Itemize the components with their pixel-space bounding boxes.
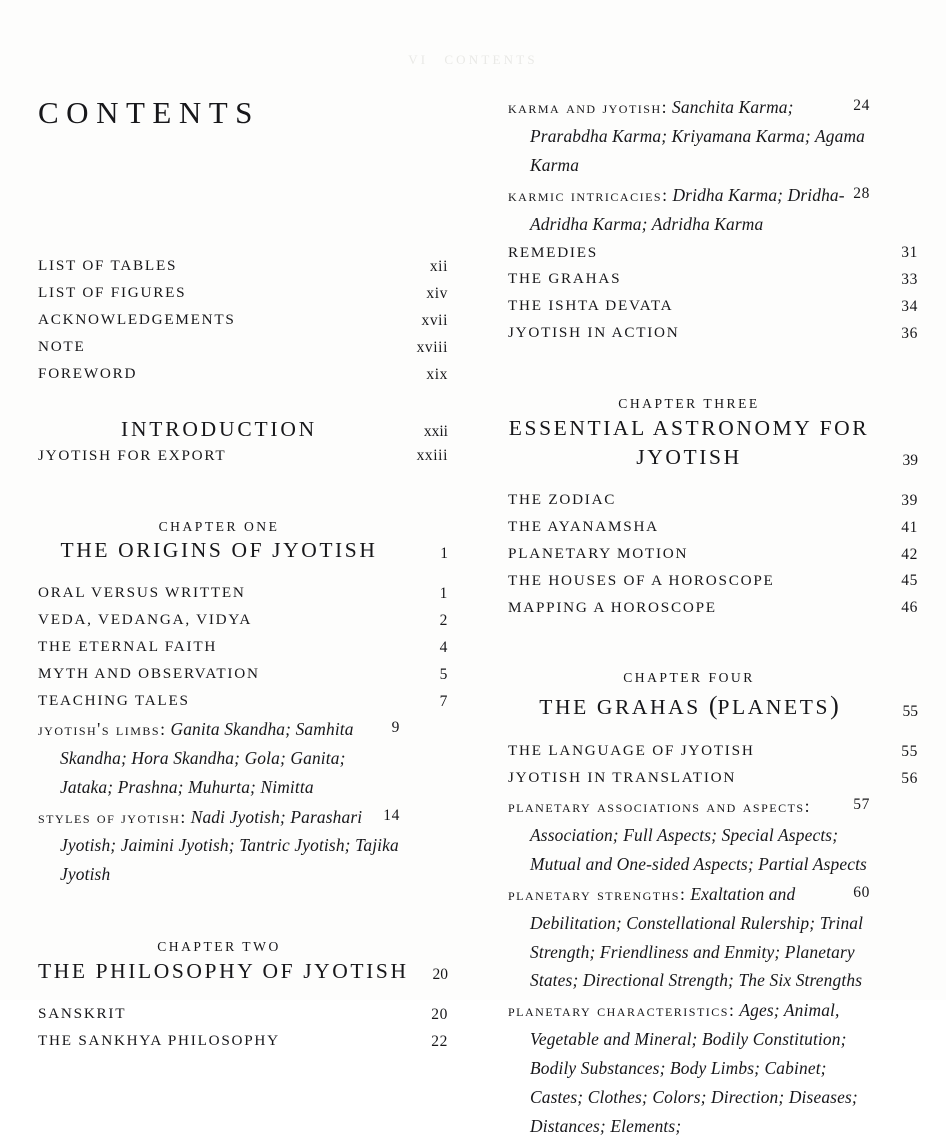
toc-entry-label: VEDA, VEDANGA, VIDYA xyxy=(38,611,253,629)
toc-entry[interactable]: 60 planetary strengths: Exaltation and Debilitation; Constellational Rulership; Trinal Strength; Friendliness and Enmity; Planetary States; Directional Strength; The Six Strengths xyxy=(508,883,870,991)
toc-entry-page: xiv xyxy=(426,284,448,302)
toc-entry-subtopics: Nadi Jyotish; Parashari Jyotish; Jaimini Jyotish; Tantric Jyotish; Tajika Jyotish xyxy=(60,806,399,885)
toc-entry-page: 5 xyxy=(439,665,448,683)
toc-entry[interactable] xyxy=(38,307,448,333)
toc-entry[interactable] xyxy=(508,320,918,346)
toc-entry[interactable]: 14 styles of jyotish: Nadi Jyotish; Parashari Jyotish; Jaimini Jyotish; Tantric Jyotish; Tajika Jyotish xyxy=(38,806,400,885)
front-matter-list xyxy=(38,253,448,387)
toc-entry-page: xvii xyxy=(421,311,448,329)
toc-entry[interactable] xyxy=(38,580,448,606)
chapter-one-entries xyxy=(38,580,448,714)
chapter-four-title-main: THE GRAHAS xyxy=(539,695,701,720)
toc-entry-label: FOREWORD xyxy=(38,364,138,382)
karma-simple-entries xyxy=(508,240,918,347)
toc-entry-page: 45 xyxy=(901,572,918,590)
toc-entry-label: SANSKRIT xyxy=(38,1004,127,1022)
chapter-four-paren: (PLANETS) xyxy=(708,691,839,721)
toc-entry-label: PLANETARY MOTION xyxy=(508,544,689,562)
toc-entry-label: THE ISHTA DEVATA xyxy=(508,297,674,315)
toc-entry[interactable] xyxy=(38,634,448,660)
toc-entry-label: THE AYANAMSHA xyxy=(508,517,659,535)
toc-entry-subtopics: Dridha Karma; Dridha-Adridha Karma; Adridha Karma xyxy=(530,184,845,234)
left-column xyxy=(38,0,448,1054)
introduction-title: INTRODUCTION xyxy=(120,416,318,441)
toc-entry-label: planetary characteristics xyxy=(508,1000,729,1021)
toc-entry[interactable] xyxy=(38,661,448,687)
toc-entry[interactable]: planetary characteristics: Ages; Animal, Vegetable and Mineral; Bodily Constitution; Bodily Substances; Body Limbs; Cabinet; Castes; Clothes; Colors; Direction; Diseases; Distances; Elements; xyxy=(508,1000,858,1136)
toc-entry-label: JYOTISH FOR EXPORT xyxy=(38,446,227,464)
chapter-two-entries xyxy=(38,1001,448,1054)
toc-entry-subtopics: Sanchita Karma; Prarabdha Karma; Kriyamana Karma; Agama Karma xyxy=(530,97,865,175)
chapter-two-kicker: CHAPTER TWO xyxy=(157,939,281,955)
toc-entry[interactable] xyxy=(38,1028,448,1054)
toc-entry-label: jyotish's limbs xyxy=(38,718,161,739)
running-header-text: CONTENTS xyxy=(444,52,538,67)
chapter-three-heading[interactable] xyxy=(508,394,918,472)
toc-entry[interactable] xyxy=(508,568,918,594)
toc-entry-label: LIST OF TABLES xyxy=(38,257,178,275)
toc-entry-subtopics: Exaltation and Debilitation; Constellational Rulership; Trinal Strength; Friendliness and Enmity; Planetary States; Directional Strength; The Six Strengths xyxy=(530,883,864,991)
toc-entry-page: 41 xyxy=(901,518,918,536)
chapter-four-heading[interactable] xyxy=(508,668,918,723)
toc-entry-label: karmic intricacies xyxy=(508,184,663,205)
chapter-one-title: THE ORIGINS OF JYOTISH xyxy=(60,538,378,563)
chapter-three-title-line2: JYOTISH xyxy=(636,444,742,469)
toc-entry[interactable] xyxy=(508,293,918,319)
toc-entry[interactable] xyxy=(38,361,448,387)
toc-entry-label: THE HOUSES OF A HOROSCOPE xyxy=(508,571,775,589)
toc-entry-page: xviii xyxy=(416,338,448,356)
toc-entry-page: 1 xyxy=(439,585,448,603)
toc-entry-page: 34 xyxy=(901,298,918,316)
toc-entry-label: THE SANKHYA PHILOSOPHY xyxy=(38,1031,280,1049)
toc-entry[interactable] xyxy=(38,607,448,633)
toc-entry[interactable] xyxy=(38,334,448,360)
toc-entry[interactable] xyxy=(38,1001,448,1027)
toc-entry-page: 4 xyxy=(439,638,448,656)
toc-entry-label: ORAL VERSUS WRITTEN xyxy=(38,584,246,602)
page-title: CONTENTS xyxy=(38,95,260,130)
toc-entry-label: NOTE xyxy=(38,337,86,355)
chapter-three-title-line1: ESSENTIAL ASTRONOMY FOR xyxy=(508,415,870,440)
right-column xyxy=(508,0,918,1141)
chapter-four-kicker: CHAPTER FOUR xyxy=(623,670,755,686)
toc-entry-label: THE ZODIAC xyxy=(508,490,617,508)
toc-entry[interactable] xyxy=(508,514,918,540)
toc-entry-page: 56 xyxy=(901,769,918,787)
chapter-four-page: 55 xyxy=(902,703,918,721)
chapter-four-title-paren: PLANETS xyxy=(717,695,831,720)
toc-entry[interactable] xyxy=(508,487,918,513)
toc-entry-label: MAPPING A HOROSCOPE xyxy=(508,598,717,616)
karma-desc-entries xyxy=(508,93,918,239)
chapter-four-entries xyxy=(508,738,918,791)
toc-entry-label: styles of jyotish xyxy=(38,806,181,827)
toc-entry-page: xix xyxy=(426,365,448,383)
toc-entry[interactable]: 57 planetary associations and aspects: Association; Full Aspects; Special Aspects; Mutual and One-sided Aspects; Partial Aspects xyxy=(508,796,870,874)
toc-entry[interactable] xyxy=(508,541,918,567)
chapter-two-heading[interactable] xyxy=(38,937,448,986)
toc-entry-page: 7 xyxy=(439,692,448,710)
toc-entry[interactable] xyxy=(38,253,448,279)
chapter-four-title xyxy=(508,688,870,723)
chapter-one-desc-entries xyxy=(38,715,448,889)
chapter-three-kicker: CHAPTER THREE xyxy=(618,396,760,412)
toc-entry-page: 42 xyxy=(901,545,918,563)
chapter-three-entries xyxy=(508,487,918,621)
toc-entry-label: THE LANGUAGE OF JYOTISH xyxy=(508,742,755,760)
toc-entry-subtopics: Ganita Skandha; Samhita Skandha; Hora Skandha; Gola; Ganita; Jataka; Prashna; Muhurta; Nimitta xyxy=(60,718,354,797)
chapter-three-page: 39 xyxy=(902,451,918,469)
chapter-two-title: THE PHILOSOPHY OF JYOTISH xyxy=(38,958,409,983)
toc-entry-page: xii xyxy=(429,257,448,275)
chapter-one-page: 1 xyxy=(440,545,448,563)
introduction-heading[interactable] xyxy=(38,417,448,442)
chapter-one-heading[interactable] xyxy=(38,517,448,566)
toc-entry[interactable] xyxy=(38,443,448,469)
toc-entry-label: LIST OF FIGURES xyxy=(38,284,187,301)
toc-entry[interactable]: 24 karma and jyotish: Sanchita Karma; Prarabdha Karma; Kriyamana Karma; Agama Karma xyxy=(508,97,870,175)
toc-entry-label: TEACHING TALES xyxy=(38,691,190,709)
toc-entry-label: planetary associations and aspects xyxy=(508,796,805,817)
introduction-page: xxii xyxy=(423,422,448,440)
toc-entry-label: ACKNOWLEDGEMENTS xyxy=(38,310,236,328)
toc-entry-page: 2 xyxy=(439,611,448,629)
toc-entry[interactable] xyxy=(508,738,918,764)
toc-entry-label: karma and jyotish xyxy=(508,97,662,117)
toc-entry[interactable] xyxy=(38,688,448,714)
toc-entry-label: JYOTISH IN ACTION xyxy=(508,324,680,342)
toc-entry-label: JYOTISH IN TRANSLATION xyxy=(508,769,737,787)
toc-entry-page: 20 xyxy=(431,1005,448,1023)
toc-entry[interactable] xyxy=(508,595,918,621)
toc-entry-label: MYTH AND OBSERVATION xyxy=(38,664,260,682)
chapter-two-page: 20 xyxy=(432,965,448,983)
toc-entry-subtopics: Ages; Animal, Vegetable and Mineral; Bodily Constitution; Bodily Substances; Body Limbs; Cabinet; Castes; Clothes; Colors; Direction; Diseases; Distances; Elements; xyxy=(530,1000,858,1136)
toc-entry-page: 46 xyxy=(901,599,918,617)
toc-entry-page: 55 xyxy=(901,743,918,761)
running-header-folio: VI xyxy=(408,52,429,67)
toc-entry-label: THE ETERNAL FAITH xyxy=(38,638,218,656)
toc-entry-page: 39 xyxy=(901,491,918,509)
toc-entry[interactable] xyxy=(508,266,918,292)
toc-entry-label: planetary strengths xyxy=(508,883,680,904)
toc-entry-page: 36 xyxy=(901,325,918,343)
toc-entry[interactable] xyxy=(508,240,918,266)
toc-entry-page: 31 xyxy=(901,244,918,262)
toc-entry[interactable]: 28 karmic intricacies: Dridha Karma; Dridha-Adridha Karma; Adridha Karma xyxy=(508,184,870,234)
toc-entry-label: THE GRAHAS xyxy=(508,270,622,288)
toc-entry[interactable] xyxy=(508,765,918,791)
chapter-one-kicker: CHAPTER ONE xyxy=(158,518,280,534)
chapter-four-desc-entries xyxy=(508,792,918,1141)
toc-entry-page: 33 xyxy=(901,271,918,289)
toc-entry-subtopics: Association; Full Aspects; Special Aspects; Mutual and One-sided Aspects; Partial Aspects xyxy=(530,824,867,874)
toc-entry-label: REMEDIES xyxy=(508,243,598,261)
toc-entry[interactable] xyxy=(38,280,448,306)
toc-entry-page: xxiii xyxy=(416,447,448,465)
toc-entry-page: 22 xyxy=(431,1032,448,1050)
toc-entry[interactable]: 9 jyotish's limbs: Ganita Skandha; Samhita Skandha; Hora Skandha; Gola; Ganita; Jataka; Prashna; Muhurta; Nimitta xyxy=(38,718,400,797)
